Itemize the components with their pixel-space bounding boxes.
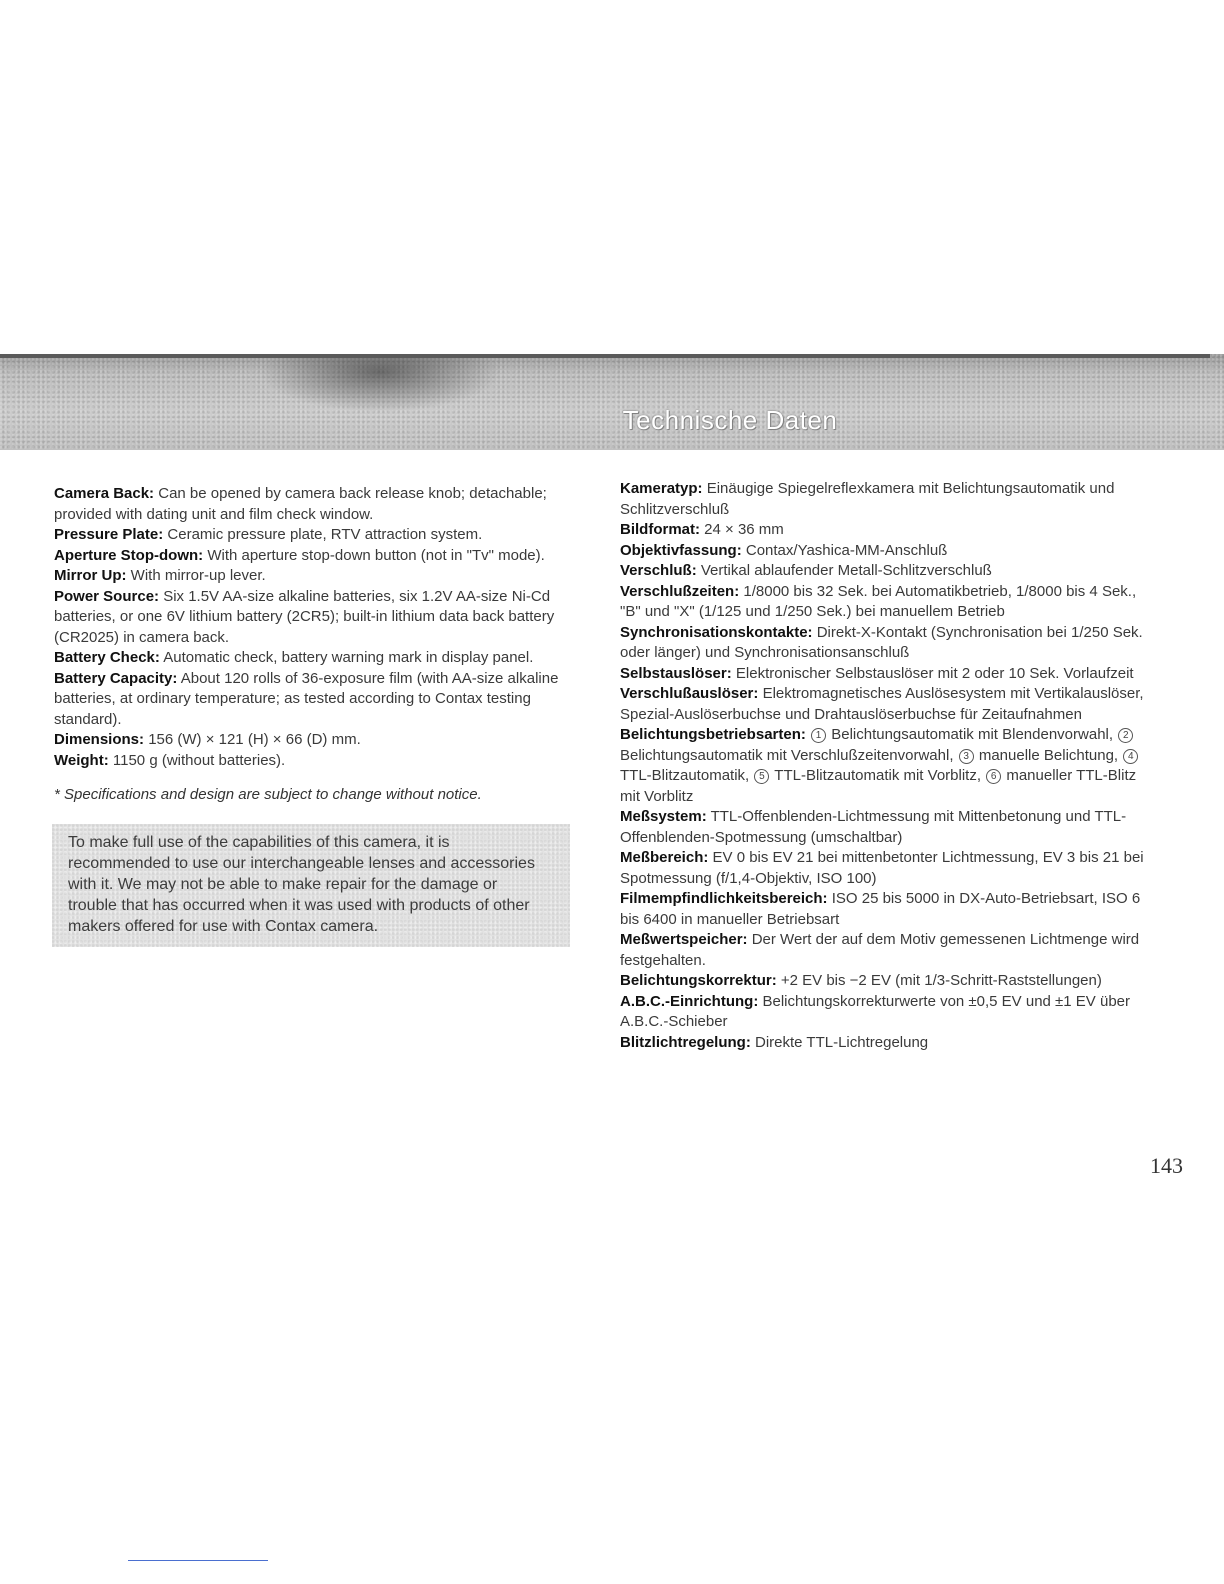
spec-entry (620, 664, 1150, 685)
spec-label: Dimensions: (54, 731, 145, 748)
spec-entry (620, 971, 1150, 992)
spec-value: Belichtungskorrekturwerte von ±0,5 EV und ±1 EV über A.B.C.-Schieber (620, 992, 1130, 1030)
right-spec-list-continued (620, 807, 1150, 1053)
spec-value: ISO 25 bis 5000 in DX-Auto-Betriebsart, ISO 6 bis 6400 in manueller Betriebsart (620, 890, 1141, 928)
spec-label: Mirror Up: (54, 567, 127, 584)
exposure-mode-text: Belichtungsautomatik mit Blendenvorwahl, (831, 726, 1114, 743)
spec-entry (620, 582, 1150, 623)
spec-value: With mirror-up lever. (130, 567, 266, 584)
exposure-mode-text: manuelle Belichtung, (978, 746, 1119, 764)
circled-number-icon: 5 (754, 769, 769, 784)
spec-entry (620, 992, 1150, 1033)
spec-entry (54, 484, 574, 525)
spec-value: EV 0 bis EV 21 bei mittenbetonter Lichtmessung, EV 3 bis 21 bei Spotmessung (f/1,4-Objektiv, ISO 100) (620, 849, 1144, 887)
spec-value: TTL-Offenblenden-Lichtmessung mit Mittenbetonung und TTL-Offenblenden-Spotmessung (umschaltbar) (620, 808, 1127, 846)
spec-label: Blitzlichtregelung: (620, 1033, 751, 1051)
footer-rule (128, 1560, 268, 1561)
circled-number-icon: 6 (986, 769, 1001, 784)
spec-label: Aperture Stop-down: (54, 546, 204, 564)
spec-value: 156 (W) × 121 (H) × 66 (D) mm. (148, 731, 361, 748)
spec-entry (620, 848, 1150, 889)
spec-entry (620, 889, 1150, 930)
spec-value: About 120 rolls of 36-exposure film (with AA-size alkaline batteries, at ordinary temperature; as tested according to Contax testing standard). (54, 669, 559, 728)
left-column (54, 484, 574, 947)
header-banner-edge (0, 354, 1210, 358)
spec-entry (620, 623, 1150, 664)
exposure-mode-text: Belichtungsautomatik mit Verschlußzeitenvorwahl, (620, 746, 954, 764)
spec-entry (620, 684, 1150, 725)
spec-label: Verschluß: (620, 562, 697, 579)
spec-value: 24 × 36 mm (704, 521, 784, 538)
exposure-mode-text: manueller TTL-Blitz mit Vorblitz (620, 767, 1137, 805)
spec-entry (54, 566, 574, 587)
spec-value: Ceramic pressure plate, RTV attraction system. (167, 526, 483, 543)
spec-value: Can be opened by camera back release knob; detachable; provided with dating unit and film check window. (54, 485, 547, 523)
spec-label: Meßwertspeicher: (620, 931, 748, 948)
spec-label: Verschlußauslöser: (620, 685, 759, 702)
spec-label: Camera Back: (54, 485, 155, 502)
spec-entry (620, 541, 1150, 562)
spec-label: Kameratyp: (620, 480, 703, 497)
spec-label: Pressure Plate: (54, 526, 164, 543)
spec-label: Belichtungsbetriebsarten: (620, 726, 806, 743)
right-column (620, 479, 1150, 1053)
circled-number-icon: 1 (811, 728, 826, 743)
spec-value: Six 1.5V AA-size alkaline batteries, six 1.2V AA-size Ni-Cd batteries, or one 6V lithium battery (2CR5); built-in lithium data back battery (CR2025) in camera back. (54, 587, 555, 646)
spec-value: Der Wert der auf dem Motiv gemessenen Lichtmenge wird festgehalten. (620, 931, 1140, 969)
spec-entry (620, 561, 1150, 582)
circled-number-icon: 4 (1123, 749, 1138, 764)
page-number: 143 (1150, 1153, 1183, 1178)
spec-entry (54, 730, 574, 751)
spec-entry (620, 930, 1150, 971)
exposure-mode-text: TTL-Blitzautomatik, (620, 767, 750, 784)
spec-entry (54, 648, 574, 669)
spec-entry (54, 751, 574, 772)
spec-value: Direkt-X-Kontakt (Synchronisation bei 1/250 Sek. oder länger) und Synchronisationsanschluß (620, 623, 1143, 661)
compatibility-notice: To make full use of the capabilities of this camera, it is recommended to use our interchangeable lenses and accessories with it. We may not be able to make repair for the damage or trouble that has occurred when it was used with products of other makers offered for use with Contax camera. (52, 824, 570, 947)
spec-entry-exposure-modes (620, 725, 1150, 807)
spec-entry (54, 587, 574, 649)
spec-value: Vertikal ablaufender Metall-Schlitzverschluß (700, 562, 992, 579)
spec-value: +2 EV bis −2 EV (mit 1/3-Schritt-Raststellungen) (780, 972, 1102, 989)
spec-entry (620, 479, 1150, 520)
spec-entry (620, 520, 1150, 541)
circled-number-icon: 2 (1118, 728, 1133, 743)
spec-label: Meßsystem: (620, 808, 707, 825)
spec-label: Battery Check: (54, 649, 160, 666)
spec-label: Objektivfassung: (620, 541, 742, 559)
spec-value: Elektromagnetisches Auslösesystem mit Vertikalauslöser, Spezial-Auslöserbuchse und Drahtauslöserbuchse für Zeitaufnahmen (620, 685, 1144, 723)
spec-change-note: * Specifications and design are subject to change without notice. (54, 786, 482, 803)
spec-value: Einäugige Spiegelreflexkamera mit Belichtungsautomatik und Schlitzverschluß (620, 480, 1115, 518)
spec-label: Belichtungskorrektur: (620, 972, 777, 989)
spec-label: Battery Capacity: (54, 669, 178, 687)
spec-value: Contax/Yashica-MM-Anschluß (745, 541, 948, 559)
spec-value: With aperture stop-down button (not in "Tv" mode). (207, 546, 545, 564)
spec-label: Synchronisationskontakte: (620, 623, 813, 641)
exposure-mode-text: TTL-Blitzautomatik mit Vorblitz, (774, 767, 981, 784)
spec-label: Selbstauslöser: (620, 664, 732, 682)
spec-value: 1150 g (without batteries). (112, 751, 286, 769)
left-spec-list (54, 484, 574, 771)
spec-label: Meßbereich: (620, 849, 709, 866)
spec-value: Direkte TTL-Lichtregelung (755, 1033, 929, 1051)
spec-value: Automatic check, battery warning mark in display panel. (163, 649, 534, 666)
spec-label: Bildformat: (620, 521, 700, 538)
spec-entry (54, 525, 574, 546)
spec-label: Verschlußzeiten: (620, 582, 740, 600)
right-spec-list (620, 479, 1150, 725)
spec-label: Power Source: (54, 587, 160, 605)
spec-value: 1/8000 bis 32 Sek. bei Automatikbetrieb, 1/8000 bis 4 Sek., "B" und "X" (1/125 und 1/250 Sek.) bei manuellem Betrieb (620, 582, 1137, 620)
circled-number-icon: 3 (959, 749, 974, 764)
spec-entry (620, 1033, 1150, 1054)
spec-entry (54, 546, 574, 567)
page-title: Technische Daten (622, 405, 838, 435)
spec-label: Filmempfindlichkeitsbereich: (620, 890, 828, 907)
spec-value: Elektronischer Selbstauslöser mit 2 oder 10 Sek. Vorlaufzeit (735, 664, 1134, 682)
spec-label: Weight: (54, 751, 109, 769)
spec-entry (54, 669, 574, 731)
spec-entry (620, 807, 1150, 848)
spec-label: A.B.C.-Einrichtung: (620, 992, 759, 1010)
